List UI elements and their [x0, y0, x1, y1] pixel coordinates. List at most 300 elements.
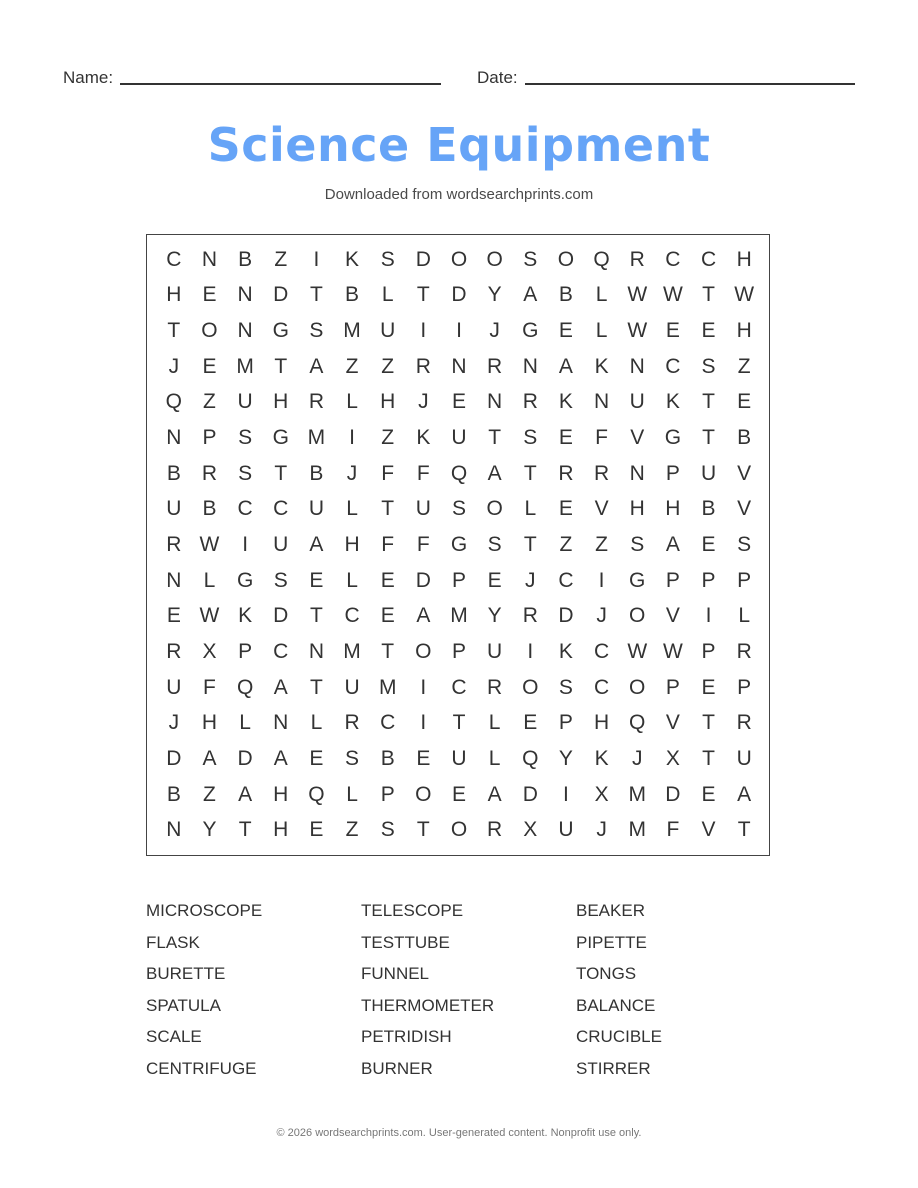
grid-letter: Q	[450, 461, 468, 485]
grid-letter: X	[594, 782, 609, 806]
grid-letter: F	[666, 818, 680, 842]
grid-letter: C	[166, 247, 182, 271]
grid-letter: O	[450, 818, 468, 842]
grid-letter: T	[416, 283, 430, 307]
grid-letter: E	[166, 604, 181, 628]
grid-letter: O	[629, 675, 646, 699]
grid-letter: J	[168, 354, 180, 378]
grid-letter: C	[665, 247, 681, 271]
word-list-item: PETRIDISH	[361, 1027, 452, 1046]
grid-letter: X	[523, 818, 538, 842]
grid-letter: S	[380, 247, 395, 271]
word-list-item: THERMOMETER	[361, 995, 495, 1015]
grid-letter: F	[416, 461, 430, 485]
grid-letter: H	[201, 711, 218, 735]
grid-letter: C	[593, 675, 610, 699]
grid-letter: C	[558, 568, 574, 592]
grid-letter: L	[381, 283, 394, 307]
grid-letter: R	[593, 461, 610, 485]
grid-letter: Z	[274, 247, 288, 271]
grid-letter: Q	[593, 247, 610, 271]
grid-letter: E	[737, 390, 752, 414]
grid-letter: K	[238, 604, 253, 628]
grid-letter: T	[523, 532, 537, 556]
grid-letter: E	[380, 604, 395, 628]
grid-letter: M	[343, 319, 361, 343]
grid-letter: L	[524, 497, 537, 521]
grid-letter: N	[629, 461, 645, 485]
grid-letter: Z	[203, 782, 216, 806]
grid-letter: I	[527, 639, 534, 663]
grid-letter: L	[488, 711, 501, 735]
grid-letter: N	[237, 319, 253, 343]
word-list-item: TESTTUBE	[361, 932, 450, 952]
grid-letter: H	[593, 711, 610, 735]
grid-letter: U	[273, 532, 289, 556]
word-list-item: SCALE	[146, 1027, 202, 1046]
grid-letter: J	[346, 461, 358, 485]
grid-letter: H	[166, 283, 182, 307]
grid-letter: E	[416, 746, 431, 770]
grid-letter: E	[380, 568, 395, 592]
grid-letter: H	[380, 390, 396, 414]
grid-letter: A	[273, 675, 288, 699]
grid-letter: U	[700, 461, 717, 485]
grid-letter: M	[378, 675, 397, 699]
grid-letter: L	[595, 319, 608, 343]
grid-letter: R	[166, 639, 182, 663]
grid-letter: A	[558, 354, 573, 378]
grid-letter: U	[736, 746, 752, 770]
grid-letter: U	[166, 675, 182, 699]
grid-letter: M	[628, 782, 646, 806]
grid-letter: L	[203, 568, 216, 592]
grid-letter: E	[558, 319, 573, 343]
grid-letter: P	[665, 568, 680, 592]
grid-letter: A	[665, 532, 680, 556]
word-list-item: FLASK	[146, 932, 200, 952]
grid-letter: I	[349, 426, 355, 450]
word-list-item: BURNER	[361, 1058, 433, 1078]
page-subtitle: Downloaded from wordsearchprints.com	[324, 186, 594, 203]
word-list	[146, 900, 806, 1089]
grid-letter: S	[487, 532, 502, 556]
date-label: Date:	[477, 68, 518, 87]
grid-letter: G	[236, 568, 254, 592]
grid-letter: A	[238, 782, 253, 806]
grid-letter: C	[273, 639, 289, 663]
grid-letter: Y	[487, 604, 502, 628]
grid-letter: R	[629, 247, 645, 271]
grid-letter: U	[237, 390, 253, 414]
grid-letter: H	[665, 497, 681, 521]
grid-letter: F	[416, 532, 430, 556]
grid-letter: E	[202, 283, 217, 307]
grid-letter: I	[420, 711, 427, 735]
grid-letter: S	[309, 319, 324, 343]
grid-letter: C	[700, 247, 717, 271]
grid-letter: C	[237, 497, 253, 521]
grid-letter: T	[309, 675, 323, 699]
grid-letter: K	[558, 639, 573, 663]
grid-letter: W	[199, 604, 220, 628]
grid-letter: I	[598, 568, 605, 592]
grid-letter: I	[563, 782, 569, 806]
grid-letter: R	[487, 354, 503, 378]
grid-letter: N	[166, 568, 182, 592]
grid-letter: V	[701, 818, 716, 842]
grid-letter: J	[168, 711, 180, 735]
grid-letter: N	[487, 390, 503, 414]
grid-letter: S	[380, 818, 395, 842]
grid-letter: X	[202, 639, 217, 663]
grid-letter: Z	[381, 354, 395, 378]
grid-letter: O	[415, 782, 432, 806]
grid-letter: K	[345, 247, 360, 271]
grid-letter: E	[665, 319, 680, 343]
grid-letter: A	[416, 604, 431, 628]
grid-letter: E	[701, 675, 716, 699]
grid-letter: B	[166, 461, 181, 485]
grid-letter: R	[487, 818, 503, 842]
grid-letter: J	[489, 319, 500, 343]
grid-letter: B	[166, 782, 181, 806]
grid-letter: Q	[629, 711, 646, 735]
grid-letter: N	[522, 354, 538, 378]
grid-letter: W	[627, 639, 648, 663]
grid-letter: C	[273, 497, 289, 521]
grid-letter: D	[558, 604, 574, 628]
grid-letter: A	[487, 461, 502, 485]
letter-grid	[146, 234, 770, 856]
grid-letter: M	[450, 604, 468, 628]
date-field[interactable]	[477, 68, 857, 88]
grid-letter: P	[380, 782, 395, 806]
grid-letter: C	[593, 639, 610, 663]
grid-letter: B	[380, 746, 395, 770]
grid-letter: B	[202, 497, 217, 521]
grid-letter: D	[166, 746, 182, 770]
grid-letter: P	[451, 639, 466, 663]
grid-letter: S	[523, 426, 538, 450]
grid-letter: I	[420, 319, 427, 343]
word-list-item: CENTRIFUGE	[146, 1058, 257, 1078]
grid-letter: T	[309, 604, 323, 628]
grid-letter: T	[702, 711, 715, 735]
grid-letter: B	[309, 461, 324, 485]
grid-letter: A	[309, 532, 324, 556]
grid-letter: L	[310, 711, 323, 735]
grid-letter: L	[346, 568, 358, 592]
grid-letter: V	[630, 426, 645, 450]
grid-letter: U	[380, 319, 396, 343]
grid-letter: O	[486, 247, 503, 271]
word-list-item: TELESCOPE	[361, 901, 464, 920]
grid-letter: J	[525, 568, 536, 592]
grid-letter: Z	[345, 354, 359, 378]
grid-letter: J	[596, 604, 607, 628]
grid-letter: E	[523, 711, 538, 735]
grid-letter: X	[665, 746, 680, 770]
grid-letter: U	[451, 746, 467, 770]
grid-letter: Q	[308, 782, 325, 806]
grid-letter: U	[308, 497, 324, 521]
grid-letter: B	[737, 426, 752, 450]
grid-letter: D	[415, 247, 431, 271]
grid-letter: T	[274, 461, 288, 485]
grid-letter: E	[558, 497, 573, 521]
word-list-item: BEAKER	[576, 901, 645, 920]
date-underline	[525, 83, 855, 85]
grid-letter: O	[557, 247, 575, 271]
grid-letter: N	[451, 354, 467, 378]
grid-letter: G	[522, 319, 539, 343]
grid-letter: T	[737, 818, 751, 842]
grid-letter: F	[381, 461, 395, 485]
grid-letter: Z	[737, 354, 751, 378]
grid-letter: S	[630, 532, 645, 556]
grid-letter: T	[238, 818, 252, 842]
grid-letter: G	[272, 426, 289, 450]
grid-letter: S	[558, 675, 573, 699]
grid-letter: S	[238, 461, 253, 485]
grid-letter: W	[627, 319, 648, 343]
grid-letter: C	[451, 675, 467, 699]
grid-letter: H	[273, 390, 289, 414]
grid-letter: O	[450, 247, 468, 271]
grid-letter: S	[451, 497, 466, 521]
grid-letter: Z	[345, 818, 359, 842]
grid-letter: Z	[559, 532, 573, 556]
grid-letter: E	[701, 782, 716, 806]
grid-letter: Y	[202, 818, 217, 842]
grid-letter: E	[451, 782, 466, 806]
grid-letter: M	[628, 818, 646, 842]
grid-letter: P	[701, 568, 716, 592]
grid-letter: P	[737, 568, 752, 592]
grid-letter: R	[522, 390, 538, 414]
grid-letter: R	[415, 354, 431, 378]
grid-letter: A	[273, 746, 288, 770]
grid-letter: L	[239, 711, 251, 735]
grid-letter: T	[702, 283, 715, 307]
grid-letter: G	[664, 426, 682, 450]
grid-letter: Y	[487, 283, 502, 307]
word-list-item: TONGS	[576, 964, 637, 983]
grid-letter: T	[488, 426, 502, 450]
grid-letter: T	[381, 639, 395, 663]
footer-text: © 2026 wordsearchprints.com. User-generated content. Nonprofit use only.	[276, 1127, 642, 1139]
grid-letter: P	[238, 639, 253, 663]
grid-letter: M	[307, 426, 326, 450]
grid-letter: S	[345, 746, 360, 770]
grid-letter: U	[487, 639, 503, 663]
grid-letter: I	[420, 675, 427, 699]
grid-letter: P	[558, 711, 573, 735]
grid-letter: E	[487, 568, 502, 592]
grid-letter: V	[665, 604, 680, 628]
grid-letter: L	[595, 283, 608, 307]
grid-letter: H	[736, 247, 752, 271]
grid-letter: C	[380, 711, 396, 735]
name-label: Name:	[63, 68, 114, 87]
name-underline	[120, 83, 441, 85]
grid-letter: I	[313, 247, 320, 271]
grid-letter: U	[451, 426, 467, 450]
grid-letter: T	[702, 746, 715, 770]
grid-letter: R	[201, 461, 218, 485]
grid-letter: Z	[595, 532, 608, 556]
grid-letter: G	[450, 532, 468, 556]
grid-letter: F	[203, 675, 216, 699]
grid-letter: S	[701, 354, 716, 378]
word-list-item: BURETTE	[146, 964, 226, 983]
grid-letter: M	[236, 354, 254, 378]
grid-letter: L	[346, 782, 358, 806]
grid-letter: P	[701, 639, 716, 663]
grid-letter: R	[487, 675, 503, 699]
grid-letter: H	[273, 782, 289, 806]
grid-letter: H	[344, 532, 360, 556]
grid-letter: W	[662, 639, 683, 663]
word-list-item: CRUCIBLE	[576, 1027, 662, 1046]
grid-letter: D	[237, 746, 253, 770]
grid-letter: R	[522, 604, 538, 628]
grid-letter: H	[273, 818, 289, 842]
grid-letter: W	[199, 532, 220, 556]
grid-letter: T	[523, 461, 537, 485]
grid-letter: O	[201, 319, 218, 343]
grid-letter: N	[237, 283, 253, 307]
grid-letter: A	[309, 354, 324, 378]
grid-letter: L	[488, 746, 501, 770]
grid-letter: Q	[522, 746, 539, 770]
grid-letter: R	[558, 461, 574, 485]
grid-letter: P	[665, 461, 680, 485]
grid-letter: Z	[203, 390, 216, 414]
grid-letter: I	[705, 604, 712, 628]
grid-letter: N	[593, 390, 610, 414]
grid-letter: V	[665, 711, 680, 735]
grid-letter: B	[345, 283, 360, 307]
grid-letter: O	[415, 639, 432, 663]
grid-letter: K	[416, 426, 431, 450]
grid-letter: O	[629, 604, 646, 628]
grid-letter: T	[274, 354, 288, 378]
grid-letter: K	[665, 390, 680, 414]
grid-letter: E	[558, 426, 573, 450]
word-list-item: FUNNEL	[361, 964, 430, 983]
grid-letter: J	[596, 818, 607, 842]
grid-letter: M	[343, 639, 361, 663]
grid-letter: E	[309, 568, 324, 592]
grid-letter: P	[451, 568, 466, 592]
grid-letter: I	[242, 532, 249, 556]
grid-letter: Q	[165, 390, 182, 414]
grid-letter: U	[344, 675, 360, 699]
name-field[interactable]	[63, 68, 443, 88]
grid-letter: T	[309, 283, 323, 307]
grid-letter: N	[273, 711, 289, 735]
grid-letter: U	[166, 497, 182, 521]
page-title: Science Equipment	[207, 118, 711, 172]
grid-letter: B	[238, 247, 253, 271]
grid-letter: D	[415, 568, 431, 592]
grid-letter: A	[523, 283, 538, 307]
grid-letter: U	[629, 390, 645, 414]
grid-letter: F	[595, 426, 608, 450]
grid-letter: S	[523, 247, 538, 271]
grid-letter: V	[737, 461, 752, 485]
grid-letter: L	[738, 604, 751, 628]
grid-letter: V	[594, 497, 609, 521]
grid-letter: N	[201, 247, 218, 271]
grid-letter: S	[737, 532, 752, 556]
grid-letter: K	[594, 746, 609, 770]
grid-letter: S	[273, 568, 288, 592]
grid-letter: E	[701, 532, 716, 556]
grid-letter: R	[736, 639, 752, 663]
grid-letter: Z	[381, 426, 395, 450]
grid-letter: T	[381, 497, 395, 521]
word-list-item: SPATULA	[146, 995, 221, 1015]
grid-letter: P	[737, 675, 752, 699]
word-list-item: MICROSCOPE	[146, 901, 263, 920]
grid-letter: N	[629, 354, 645, 378]
grid-letter: A	[202, 746, 217, 770]
grid-letter: B	[558, 283, 573, 307]
grid-letter: H	[736, 319, 752, 343]
grid-letter: O	[522, 675, 539, 699]
grid-letter: W	[734, 283, 755, 307]
word-list-item: PIPETTE	[576, 932, 647, 952]
grid-letter: T	[452, 711, 466, 735]
grid-letter: N	[166, 818, 182, 842]
grid-letter: E	[451, 390, 466, 414]
grid-letter: B	[701, 497, 716, 521]
grid-letter: D	[522, 782, 538, 806]
grid-letter: T	[702, 390, 715, 414]
grid-letter: L	[346, 497, 358, 521]
grid-letter: F	[381, 532, 395, 556]
grid-letter: U	[558, 818, 574, 842]
grid-letter: N	[308, 639, 324, 663]
grid-letter: J	[631, 746, 643, 770]
grid-letter: O	[486, 497, 503, 521]
grid-letter: C	[344, 604, 360, 628]
grid-letter: H	[629, 497, 645, 521]
grid-letter: G	[272, 319, 289, 343]
grid-letter: R	[166, 532, 182, 556]
grid-letter: U	[415, 497, 431, 521]
grid-letter: V	[737, 497, 752, 521]
grid-letter: D	[273, 604, 289, 628]
grid-letter: P	[665, 675, 680, 699]
grid-letter: E	[309, 746, 324, 770]
grid-letter: E	[309, 818, 324, 842]
grid-letter: R	[308, 390, 324, 414]
grid-letter: E	[701, 319, 716, 343]
grid-letter: C	[665, 354, 681, 378]
grid-letter: J	[418, 390, 429, 414]
grid-letter: W	[662, 283, 683, 307]
grid-letter: K	[594, 354, 609, 378]
grid-letter: D	[665, 782, 681, 806]
grid-letter: A	[487, 782, 502, 806]
word-list-item: BALANCE	[576, 995, 656, 1015]
grid-letter: S	[238, 426, 253, 450]
grid-letter: K	[558, 390, 573, 414]
